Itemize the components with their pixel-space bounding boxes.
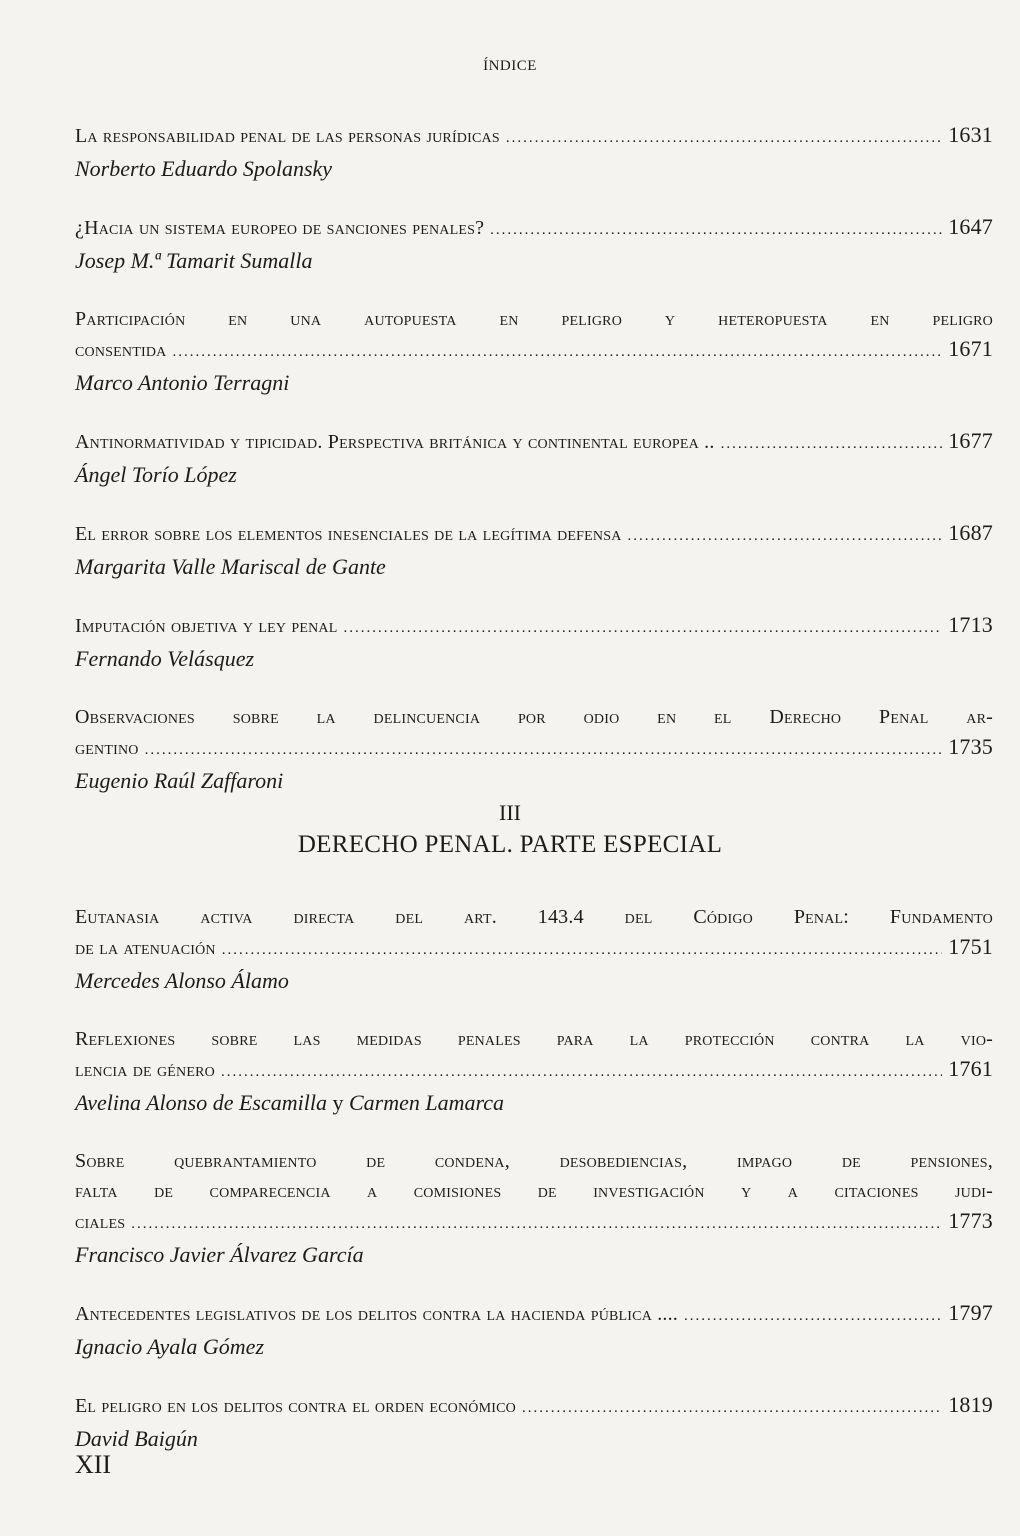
author-name: Marco Antonio Terragni: [75, 370, 290, 395]
section-number: III: [499, 800, 521, 825]
page-number: 1687: [948, 520, 993, 545]
page-number: 1773: [948, 1208, 993, 1233]
entry-title-row: [75, 1206, 993, 1239]
author-name: David Baigún: [75, 1426, 198, 1451]
page-number: 1631: [948, 122, 993, 147]
page-number: 1797: [948, 1300, 993, 1325]
entry-title-row: [75, 1390, 993, 1423]
toc-entry: [75, 610, 993, 675]
toc-entry: [75, 426, 993, 491]
entry-title-line: falta de comparecencia a comisiones de investigación y a citaciones judi-: [75, 1180, 993, 1202]
entry-author: [75, 153, 993, 185]
author-name: Norberto Eduardo Spolansky: [75, 156, 333, 181]
entry-title: consentida: [75, 339, 167, 361]
entry-title-row: [75, 518, 993, 551]
toc-entry: [75, 902, 993, 997]
dot-leader: [172, 337, 942, 367]
entry-title-row: [75, 610, 993, 643]
toc-entry: [75, 1298, 993, 1363]
entry-title: El peligro en los delitos contra el orden económico: [75, 1395, 516, 1417]
entry-title: ¿Hacia un sistema europeo de sanciones penales?: [75, 217, 485, 239]
author-name: Josep M.ª Tamarit Sumalla: [75, 248, 313, 273]
entry-title: de la atenuación: [75, 937, 216, 959]
toc-entry: [75, 702, 993, 797]
dot-leader: [490, 215, 942, 245]
entry-title: lencia de género: [75, 1059, 215, 1081]
entry-title-line: Observaciones sobre la delincuencia por odio en el Derecho Penal ar-: [75, 706, 993, 728]
page-number: 1819: [948, 1392, 993, 1417]
dot-leader: [131, 1209, 942, 1239]
entry-title: ciales: [75, 1211, 126, 1233]
toc-entry: [75, 1146, 993, 1271]
dot-leader: [506, 123, 942, 153]
toc-entry: [75, 120, 993, 185]
entry-title-row: [75, 732, 993, 765]
toc-entry: [75, 212, 993, 277]
page-folio: XII: [75, 1450, 112, 1479]
toc-entry: [75, 304, 993, 399]
toc-entry: [75, 518, 993, 583]
entry-author: [75, 643, 993, 675]
entry-author: [75, 1331, 993, 1363]
toc-entry: [75, 1024, 993, 1119]
author-name: Margarita Valle Mariscal de Gante: [75, 554, 386, 579]
entry-title-row: [75, 932, 993, 965]
toc-entry: [75, 1390, 993, 1455]
page-number: 1751: [948, 934, 993, 959]
entry-title-row: [75, 1054, 993, 1087]
entry-author: [75, 367, 993, 399]
dot-leader: [522, 1393, 942, 1423]
page-number: 1677: [948, 428, 993, 453]
page-number: 1761: [948, 1056, 993, 1081]
entry-author: [75, 551, 993, 583]
page-number: 1647: [948, 214, 993, 239]
entry-title-row: [75, 334, 993, 367]
dot-leader: [721, 429, 943, 459]
running-head: ÍNDICE: [483, 58, 537, 74]
entry-title: Imputación objetiva y ley penal: [75, 615, 338, 637]
dot-leader: [222, 935, 942, 965]
toc-list-part-ii: [75, 120, 993, 824]
entry-title-row: [75, 1298, 993, 1331]
entry-title-line: Participación en una autopuesta en peligro y heteropuesta en peligro: [75, 308, 993, 330]
author-joiner: y: [326, 1090, 349, 1115]
dot-leader: [145, 735, 943, 765]
dot-leader: [628, 521, 943, 551]
dot-leader: [221, 1057, 942, 1087]
author-name: Carmen Lamarca: [348, 1090, 504, 1115]
entry-title: Antinormatividad y tipicidad. Perspectiva británica y continental europea ..: [75, 431, 715, 453]
entry-author: [75, 1087, 993, 1119]
entry-title: Antecedentes legislativos de los delitos contra la hacienda pública ....: [75, 1303, 679, 1325]
entry-title-line: Reflexiones sobre las medidas penales para la protección contra la vio-: [75, 1028, 993, 1050]
author-name: Francisco Javier Álvarez García: [75, 1242, 364, 1267]
entry-author: [75, 245, 993, 277]
entry-author: [75, 1239, 993, 1271]
entry-author: [75, 459, 993, 491]
entry-author: [75, 1423, 993, 1455]
author-name: Mercedes Alonso Álamo: [75, 968, 289, 993]
entry-title-line: Sobre quebrantamiento de condena, desobediencias, impago de pensiones,: [75, 1150, 993, 1172]
entry-title: La responsabilidad penal de las personas jurídicas: [75, 125, 500, 147]
entry-title-row: [75, 212, 993, 245]
entry-title: gentino: [75, 737, 139, 759]
author-name: Fernando Velásquez: [75, 646, 255, 671]
entry-title-row: [75, 426, 993, 459]
entry-title: El error sobre los elementos inesenciales de la legítima defensa: [75, 523, 622, 545]
entry-title-line: Eutanasia activa directa del art. 143.4 del Código Penal: Fundamento: [75, 906, 993, 928]
page-number: 1735: [948, 734, 993, 759]
toc-list-part-iii: [75, 902, 993, 1482]
author-name: Avelina Alonso de Escamilla: [75, 1090, 327, 1115]
section-heading: [0, 798, 1020, 862]
page-number: 1713: [948, 612, 993, 637]
author-name: Eugenio Raúl Zaffaroni: [75, 768, 284, 793]
page-number: 1671: [948, 336, 993, 361]
dot-leader: [684, 1301, 942, 1331]
dot-leader: [343, 613, 942, 643]
entry-author: [75, 965, 993, 997]
entry-title-row: [75, 120, 993, 153]
author-name: Ángel Torío López: [75, 462, 237, 487]
author-name: Ignacio Ayala Gómez: [75, 1334, 265, 1359]
section-title: DERECHO PENAL. PARTE ESPECIAL: [297, 831, 723, 858]
entry-author: [75, 765, 993, 797]
